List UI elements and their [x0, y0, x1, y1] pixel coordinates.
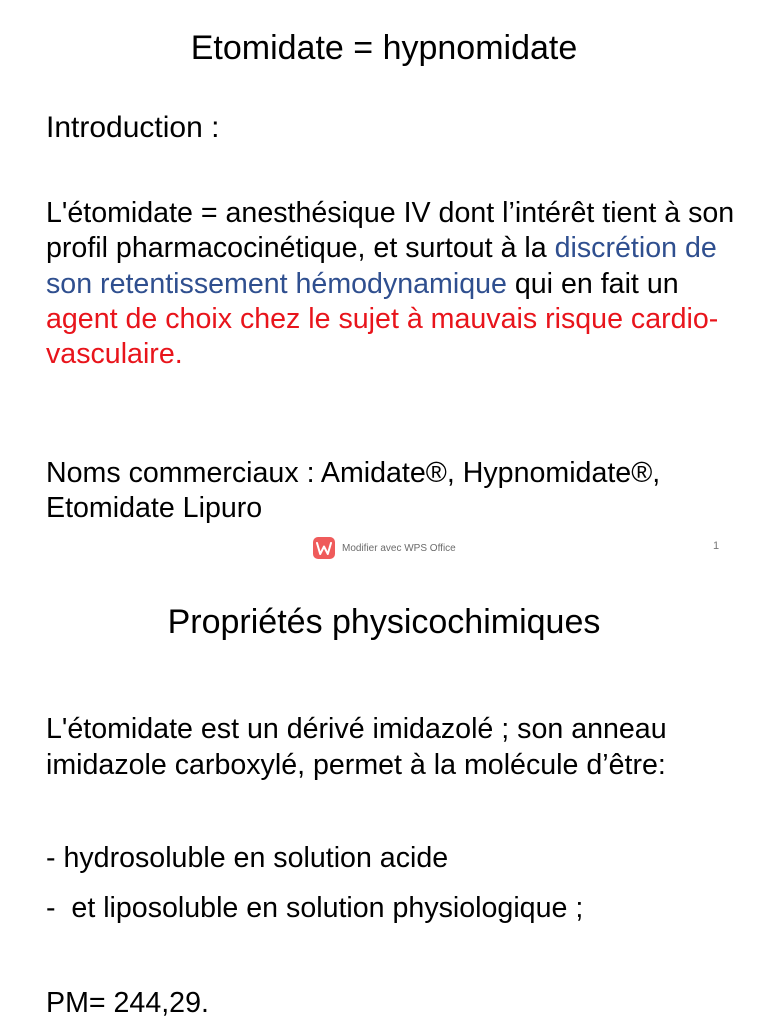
molecular-weight: PM= 244,29. — [46, 987, 209, 1019]
intro-highlight-blue: discrétion de son retentissement hémodynamique — [46, 232, 717, 300]
list-item: - et liposoluble en solution physiologique ; — [46, 892, 584, 924]
page-number: 1 — [713, 540, 720, 552]
page-footer — [0, 537, 768, 559]
introduction-heading: Introduction : — [46, 111, 220, 144]
list-item: - hydrosoluble en solution acide — [46, 842, 449, 874]
intro-text-part-1: L'étomidate = anesthésique IV dont l’intérêt tient à son profil pharmacocinétique, et surtout à la — [46, 197, 735, 265]
section-title: Propriétés physicochimiques — [167, 603, 601, 641]
wps-edit-badge[interactable] — [313, 537, 456, 559]
physicochemical-paragraph: L'étomidate est un dérivé imidazolé ; son anneau imidazole carboxylé, permet à la molécule d’être: — [46, 713, 667, 781]
introduction-paragraph — [46, 196, 736, 372]
wps-office-icon — [313, 537, 335, 559]
intro-highlight-red: agent de choix chez le sujet à mauvais risque cardio-vasculaire. — [46, 302, 719, 371]
slide-title: Etomidate = hypnomidate — [190, 29, 578, 67]
wps-badge-text: Modifier avec WPS Office — [342, 542, 456, 554]
commercial-names: Noms commerciaux : Amidate®, Hypnomidate®, Etomidate Lipuro — [46, 457, 661, 525]
intro-text-part-2: qui en fait un — [506, 267, 679, 300]
